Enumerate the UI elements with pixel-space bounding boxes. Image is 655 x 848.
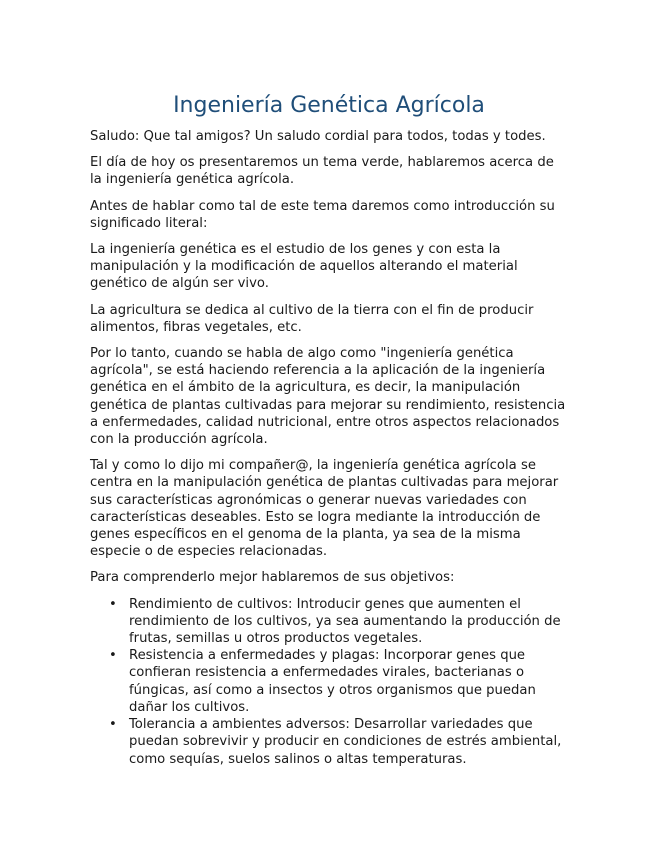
- list-item: [109, 716, 568, 768]
- paragraph-combined-meaning: Por lo tanto, cuando se habla de algo como "ingeniería genética agrícola", se está haciendo referencia a la aplicación de la ingeniería genética en el ámbito de la agricultura, es decir, la manipulación genética de plantas cultivadas para mejorar su rendimiento, resistencia a enfermedades, calidad nutricional, entre otros aspectos relacionados con la producción agrícola.: [90, 346, 566, 448]
- paragraph-agriculture-definition: La agricultura se dedica al cultivo de la tierra con el fin de producir alimentos, fibras vegetales, etc.: [90, 302, 534, 335]
- objectives-list: [90, 596, 568, 768]
- bullet-icon: •: [109, 648, 117, 664]
- document-body: [90, 92, 568, 768]
- list-item: [109, 596, 568, 648]
- bullet-icon: •: [109, 596, 117, 612]
- paragraph-greeting: Saludo: Que tal amigos? Un saludo cordial para todos, todas y todes.: [90, 129, 546, 144]
- paragraph-intro: El día de hoy os presentaremos un tema verde, hablaremos acerca de la ingeniería genética agrícola.: [90, 155, 554, 188]
- document-title: Ingeniería Genética Agrícola: [173, 93, 485, 118]
- list-item: [109, 647, 568, 716]
- list-item-text: Rendimiento de cultivos: Introducir genes que aumenten el rendimiento de los cultivos, ya sea aumentando la producción de frutas, semillas u otros productos vegetales.: [129, 596, 561, 647]
- bullet-icon: •: [109, 717, 117, 733]
- list-item-text: Tolerancia a ambientes adversos: Desarrollar variedades que puedan sobrevivir y producir en condiciones de estrés ambiental, como sequías, suelos salinos o altas temperaturas.: [129, 717, 562, 767]
- list-item-text: Resistencia a enfermedades y plagas: Incorporar genes que confieran resistencia a enfermedades virales, bacterianas o fúngicas, así como a insectos y otros organismos que puedan dañar los cultivos.: [129, 648, 536, 715]
- paragraph-genetic-engineering-definition: La ingeniería genética es el estudio de los genes y con esta la manipulación y la modificación de aquellos alterando el material genético de algún ser vivo.: [90, 242, 518, 292]
- paragraph-focus: Tal y como lo dijo mi compañer@, la ingeniería genética agrícola se centra en la manipulación genética de plantas cultivadas para mejorar sus características agronómicas o generar nuevas variedades con características deseables. Esto se logra mediante la introducción de genes específicos en el genoma de la planta, ya sea de la misma especie o de especies relacionadas.: [90, 458, 559, 560]
- paragraph-objectives-lead: Para comprenderlo mejor hablaremos de sus objetivos:: [90, 570, 455, 586]
- paragraph-definition-lead: Antes de hablar como tal de este tema daremos como introducción su significado literal:: [90, 198, 555, 231]
